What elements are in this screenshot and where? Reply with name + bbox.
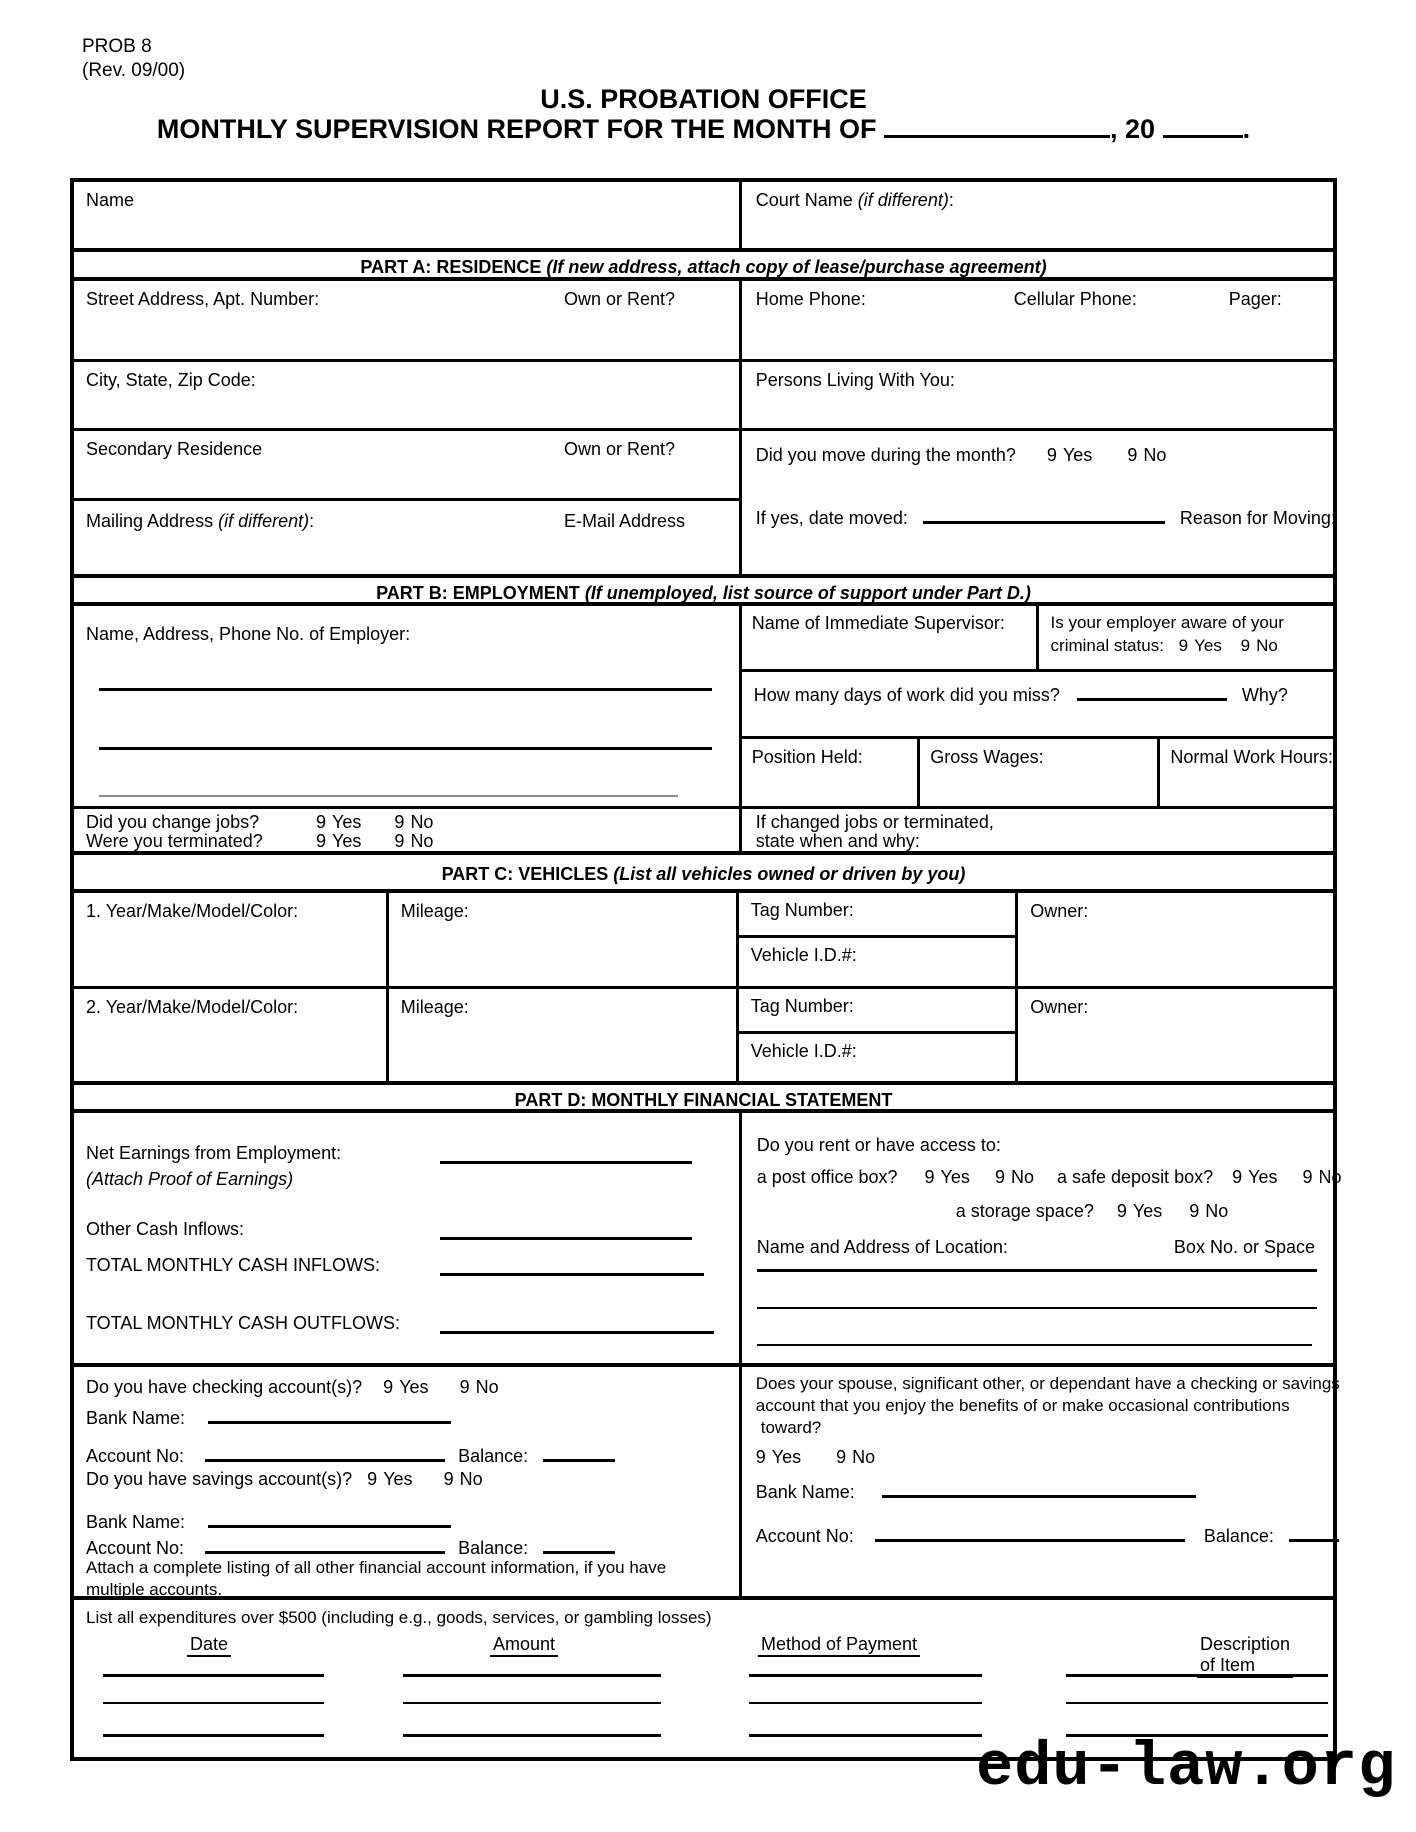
if-changed-cell[interactable] [739, 809, 1333, 851]
col-header-description: Description of Item [1197, 1634, 1293, 1678]
terminated-label: Were you terminated? [86, 831, 263, 851]
location-blank-1[interactable] [757, 1269, 1317, 1272]
spouse-question-2: account that you enjoy the benefits of or make occasional contributions [755, 1396, 1290, 1415]
row-vehicle-1 [74, 893, 1333, 986]
work-hours-label: Normal Work Hours: [1170, 747, 1334, 767]
checkbox-icon: 9 [316, 831, 327, 851]
account-no-blank-2[interactable] [205, 1535, 445, 1554]
owner-label: Owner: [1030, 901, 1089, 921]
employer-label: Name, Address, Phone No. of Employer: [86, 624, 411, 644]
col-header-date: Date [187, 1634, 231, 1657]
vehicle1-tag-cell[interactable] [739, 893, 1015, 938]
expenditure-method-blank-3[interactable] [749, 1734, 982, 1737]
checkbox-icon: 9 [924, 1167, 935, 1187]
checkbox-icon: 9 [994, 1167, 1005, 1187]
vehicle1-label: 1. Year/Make/Model/Color: [86, 901, 299, 921]
change-jobs-no-checkbox[interactable]: 9 No [394, 812, 434, 832]
checkbox-icon: 9 [459, 1377, 470, 1397]
if-changed-label-2: state when and why: [755, 831, 920, 851]
other-inflows-blank[interactable] [440, 1237, 692, 1240]
other-inflows-label: Other Cash Inflows: [86, 1219, 245, 1239]
row-employer [74, 606, 1333, 806]
employer-aware-line-2 [1051, 636, 1278, 656]
date-moved-line [756, 505, 1336, 529]
subtitle-text: MONTHLY SUPERVISION REPORT FOR THE MONTH OF [156, 114, 877, 144]
month-blank[interactable] [884, 117, 1110, 138]
days-missed-label: How many days of work did you miss? [753, 685, 1060, 705]
own-rent-label-2: Own or Rent? [564, 439, 676, 459]
terminated-yes-checkbox[interactable]: 9 Yes [316, 831, 362, 851]
checkbox-icon: 9 [1127, 445, 1138, 465]
mailing-address-cell[interactable] [74, 501, 739, 574]
part-a-note: (If new address, attach copy of lease/purchase agreement) [546, 257, 1047, 277]
moved-question-cell[interactable] [739, 431, 1336, 574]
cash-flow-cell[interactable] [74, 1113, 739, 1363]
bank-name-blank-1[interactable] [208, 1405, 451, 1424]
spouse-question-3: toward? [760, 1418, 822, 1437]
moved-yes-checkbox[interactable]: 9 Yes [1046, 445, 1093, 465]
row-street-phones [74, 281, 1333, 359]
employer-blank-2[interactable] [99, 747, 712, 750]
po-box-yes-checkbox[interactable]: 9 Yes [924, 1167, 970, 1187]
aware-yes-checkbox[interactable]: 9 Yes [1178, 636, 1222, 655]
why-label: Why? [1241, 685, 1288, 705]
persons-living-cell[interactable] [739, 362, 1333, 428]
checking-line [86, 1377, 499, 1398]
net-earnings-label: Net Earnings from Employment: [86, 1143, 342, 1163]
expenditure-amount-blank-2[interactable] [403, 1702, 661, 1704]
moved-no-checkbox[interactable]: 9 No [1127, 445, 1167, 465]
account-line-2 [86, 1535, 615, 1559]
expenditure-date-blank-3[interactable] [103, 1734, 324, 1737]
checkbox-icon: 9 [836, 1447, 847, 1467]
bank-name-label: Bank Name: [86, 1408, 186, 1428]
spouse-account-blank[interactable] [875, 1523, 1185, 1542]
persons-living-label: Persons Living With You: [755, 370, 955, 390]
net-earnings-blank[interactable] [440, 1161, 692, 1164]
spouse-accounts-cell[interactable] [739, 1367, 1340, 1596]
po-box-no-checkbox[interactable]: 9 No [994, 1167, 1034, 1187]
change-jobs-line [86, 812, 433, 833]
vehicle1-mileage-cell[interactable] [389, 893, 739, 986]
if-changed-label-1: If changed jobs or terminated, [755, 812, 994, 832]
checkbox-icon: 9 [443, 1469, 454, 1489]
rent-access-cell[interactable] [739, 1113, 1342, 1363]
own-rent-label: Own or Rent? [564, 289, 676, 309]
form-revision: (Rev. 09/00) [82, 60, 186, 81]
spouse-question-1: Does your spouse, significant other, or dependant have a checking or savings [755, 1374, 1340, 1393]
col-header-amount: Amount [490, 1634, 558, 1657]
mileage-label: Mileage: [400, 997, 469, 1017]
location-label: Name and Address of Location: [756, 1237, 1008, 1257]
mailing-address-label: Mailing Address (if different): [86, 511, 315, 531]
year-blank[interactable] [1163, 117, 1243, 138]
supervision-report-form [70, 178, 1342, 1761]
supervisor-label: Name of Immediate Supervisor: [751, 613, 1005, 633]
bank-name-line-2 [86, 1509, 451, 1533]
storage-yes-checkbox[interactable]: 9 Yes [1116, 1201, 1163, 1221]
spouse-account-line [756, 1523, 1339, 1547]
safe-box-no-checkbox[interactable]: 9 No [1302, 1167, 1342, 1187]
safe-box-label: a safe deposit box? [1056, 1167, 1214, 1187]
attach-proof-label: (Attach Proof of Earnings) [86, 1169, 294, 1189]
spouse-balance-blank[interactable] [1289, 1523, 1339, 1542]
col-header-method: Method of Payment [758, 1634, 920, 1657]
attach-note-2: multiple accounts. [86, 1580, 223, 1599]
attach-note-1: Attach a complete listing of all other financial account information, if you have [86, 1558, 667, 1577]
part-c-title: PART C: VEHICLES [441, 864, 614, 884]
location-blank-3[interactable] [757, 1344, 1312, 1346]
total-inflows-blank[interactable] [440, 1273, 704, 1276]
balance-label: Balance: [458, 1446, 529, 1466]
account-line-1 [86, 1443, 615, 1467]
vehicle2-vid-cell[interactable] [739, 1034, 1015, 1081]
checkbox-icon: 9 [394, 812, 405, 832]
bank-name-line-1 [86, 1405, 451, 1429]
criminal-status-label: criminal status: [1050, 636, 1164, 655]
total-inflows-label: TOTAL MONTHLY CASH INFLOWS: [86, 1255, 381, 1275]
checkbox-icon: 9 [755, 1447, 766, 1467]
part-a-header [74, 248, 1333, 281]
checkbox-icon: 9 [394, 831, 405, 851]
court-name-field-cell[interactable] [739, 182, 1333, 248]
moved-question-line [756, 445, 1167, 466]
form-title: U.S. PROBATION OFFICE [540, 84, 867, 114]
part-b-note: (If unemployed, list source of support under Part D.) [584, 583, 1031, 603]
checkbox-icon: 9 [1240, 636, 1251, 655]
balance-label: Balance: [1203, 1526, 1274, 1546]
change-jobs-yes-checkbox[interactable]: 9 Yes [316, 812, 362, 832]
balance-blank-2[interactable] [543, 1535, 615, 1554]
reason-moving-label: Reason for Moving: [1179, 508, 1336, 528]
balance-blank-1[interactable] [543, 1443, 615, 1462]
own-accounts-cell[interactable] [74, 1367, 739, 1599]
checking-question-label: Do you have checking account(s)? [86, 1377, 363, 1397]
terminated-no-checkbox[interactable]: 9 No [394, 831, 434, 851]
box-no-label: Box No. or Space [1173, 1237, 1315, 1257]
expenditure-description-blank-1[interactable] [1066, 1674, 1328, 1677]
tag-number-label: Tag Number: [750, 996, 854, 1016]
vehicle1-owner-cell[interactable] [1018, 893, 1333, 986]
part-b-title: PART B: EMPLOYMENT [376, 583, 585, 603]
home-phone-label: Home Phone: [755, 289, 866, 309]
po-box-line [757, 1167, 1342, 1188]
street-address-cell[interactable] [74, 281, 739, 359]
work-hours-cell[interactable] [1160, 739, 1333, 806]
part-b-header [74, 574, 1333, 606]
date-moved-label: If yes, date moved: [755, 508, 908, 528]
spouse-yes-checkbox[interactable]: 9 Yes [755, 1447, 802, 1467]
name-field-cell[interactable] [74, 182, 739, 248]
location-blank-2[interactable] [757, 1307, 1317, 1309]
moved-question-label: Did you move during the month? [755, 445, 1016, 465]
vehicle2-description-cell[interactable] [74, 989, 389, 1081]
expenditure-date-blank-1[interactable] [103, 1674, 324, 1677]
part-c-note: (List all vehicles owned or driven by you) [613, 864, 966, 884]
checkbox-icon: 9 [383, 1377, 394, 1397]
street-address-label: Street Address, Apt. Number: [86, 289, 320, 309]
checkbox-icon: 9 [1232, 1167, 1243, 1187]
gross-wages-label: Gross Wages: [930, 747, 1044, 767]
tag-number-label: Tag Number: [750, 900, 854, 920]
row-financial [74, 1113, 1342, 1363]
phones-cell[interactable] [739, 281, 1333, 359]
secondary-residence-label: Secondary Residence [86, 439, 263, 459]
employer-blank-1[interactable] [99, 688, 712, 691]
employer-info-cell[interactable] [74, 606, 739, 806]
checkbox-icon: 9 [1302, 1167, 1313, 1187]
balance-label: Balance: [458, 1538, 529, 1558]
days-missed-line [754, 682, 1288, 706]
spouse-yn-line [756, 1447, 875, 1468]
row-change-jobs [74, 806, 1333, 851]
change-jobs-label: Did you change jobs? [86, 812, 260, 832]
row-accounts [74, 1363, 1340, 1599]
terminated-line [86, 831, 433, 852]
expenditure-method-blank-2[interactable] [749, 1702, 982, 1704]
row-city-persons [74, 359, 1333, 428]
part-c-header [74, 851, 1333, 893]
expenditure-date-blank-2[interactable] [103, 1702, 324, 1704]
position-held-label: Position Held: [751, 747, 863, 767]
days-missed-blank[interactable] [1077, 682, 1227, 701]
vehicle2-owner-cell[interactable] [1018, 989, 1333, 1081]
checkbox-icon: 9 [1189, 1201, 1200, 1221]
row-name-court [74, 182, 1333, 248]
city-state-zip-cell[interactable] [74, 362, 739, 428]
change-jobs-cell[interactable] [74, 809, 739, 851]
vehicle-id-label: Vehicle I.D.#: [750, 1041, 857, 1061]
email-address-label: E-Mail Address [564, 511, 686, 531]
storage-label: a storage space? [955, 1201, 1094, 1221]
cellular-phone-label: Cellular Phone: [1013, 289, 1137, 309]
bank-name-label: Bank Name: [755, 1482, 855, 1502]
part-a-title: PART A: RESIDENCE [360, 257, 547, 277]
vehicle2-mileage-cell[interactable] [389, 989, 739, 1081]
bank-name-label: Bank Name: [86, 1512, 186, 1532]
po-box-label: a post office box? [756, 1167, 898, 1187]
vehicle2-tag-cell[interactable] [739, 989, 1015, 1034]
form-subtitle [70, 114, 1337, 145]
checkbox-icon: 9 [1046, 445, 1057, 465]
days-missed-cell[interactable] [742, 669, 1333, 736]
savings-question-label: Do you have savings account(s)? [86, 1469, 353, 1489]
rent-access-label: Do you rent or have access to: [756, 1135, 1001, 1155]
expenditure-amount-blank-3[interactable] [403, 1734, 661, 1737]
employer-blank-3[interactable] [99, 795, 678, 797]
checking-no-checkbox[interactable]: 9 No [459, 1377, 499, 1397]
checkbox-icon: 9 [1178, 636, 1189, 655]
checkbox-icon: 9 [316, 812, 327, 832]
vehicle2-label: 2. Year/Make/Model/Color: [86, 997, 299, 1017]
account-no-label: Account No: [86, 1538, 185, 1558]
subtitle-year-prefix: , 20 [1110, 114, 1156, 144]
part-d-header [74, 1081, 1333, 1113]
savings-line [86, 1469, 483, 1490]
checking-yes-checkbox[interactable]: 9 Yes [383, 1377, 429, 1397]
storage-line [956, 1201, 1229, 1222]
aware-no-checkbox[interactable]: 9 No [1240, 636, 1278, 655]
checkbox-icon: 9 [367, 1469, 378, 1489]
date-moved-blank[interactable] [923, 505, 1165, 524]
spouse-no-checkbox[interactable]: 9 No [836, 1447, 876, 1467]
name-label: Name [86, 190, 135, 210]
pager-label: Pager: [1228, 289, 1282, 309]
savings-no-checkbox[interactable]: 9 No [443, 1469, 483, 1489]
checkbox-icon: 9 [1116, 1201, 1127, 1221]
watermark: edu-law.org [976, 1732, 1397, 1803]
owner-label: Owner: [1030, 997, 1089, 1017]
expenditures-instruction: List all expenditures over $500 (including e.g., goods, services, or gambling losses) [86, 1608, 712, 1627]
expenditure-description-blank-2[interactable] [1066, 1702, 1328, 1704]
row-secondary-mailing-move [74, 428, 1336, 574]
supervisor-cell[interactable] [742, 606, 1039, 669]
position-held-cell[interactable] [742, 739, 921, 806]
mileage-label: Mileage: [400, 901, 469, 921]
gross-wages-cell[interactable] [920, 739, 1160, 806]
total-outflows-blank[interactable] [440, 1331, 714, 1334]
part-d-title: PART D: MONTHLY FINANCIAL STATEMENT [514, 1090, 893, 1110]
expenditure-method-blank-1[interactable] [749, 1674, 982, 1677]
savings-yes-checkbox[interactable]: 9 Yes [367, 1469, 413, 1489]
account-no-label: Account No: [86, 1446, 185, 1466]
account-no-blank-1[interactable] [205, 1443, 445, 1462]
form-number: PROB 8 [82, 36, 152, 57]
safe-box-yes-checkbox[interactable]: 9 Yes [1232, 1167, 1278, 1187]
total-outflows-label: TOTAL MONTHLY CASH OUTFLOWS: [86, 1313, 401, 1333]
court-name-label: Court Name (if different): [755, 190, 954, 210]
bank-name-blank-2[interactable] [208, 1509, 451, 1528]
employer-aware-label-1: Is your employer aware of your [1050, 613, 1284, 632]
spouse-bank-blank[interactable] [882, 1479, 1196, 1498]
account-no-label: Account No: [755, 1526, 854, 1546]
storage-no-checkbox[interactable]: 9 No [1189, 1201, 1229, 1221]
subtitle-period: . [1242, 114, 1251, 144]
employer-aware-cell[interactable] [1039, 606, 1333, 669]
vehicle1-description-cell[interactable] [74, 893, 389, 986]
vehicle-id-label: Vehicle I.D.#: [750, 945, 857, 965]
city-state-zip-label: City, State, Zip Code: [86, 370, 256, 390]
spouse-bank-line [756, 1479, 1196, 1503]
secondary-residence-cell[interactable] [74, 431, 739, 501]
expenditure-amount-blank-1[interactable] [403, 1674, 661, 1677]
row-vehicle-2 [74, 986, 1333, 1081]
vehicle1-vid-cell[interactable] [739, 938, 1015, 986]
